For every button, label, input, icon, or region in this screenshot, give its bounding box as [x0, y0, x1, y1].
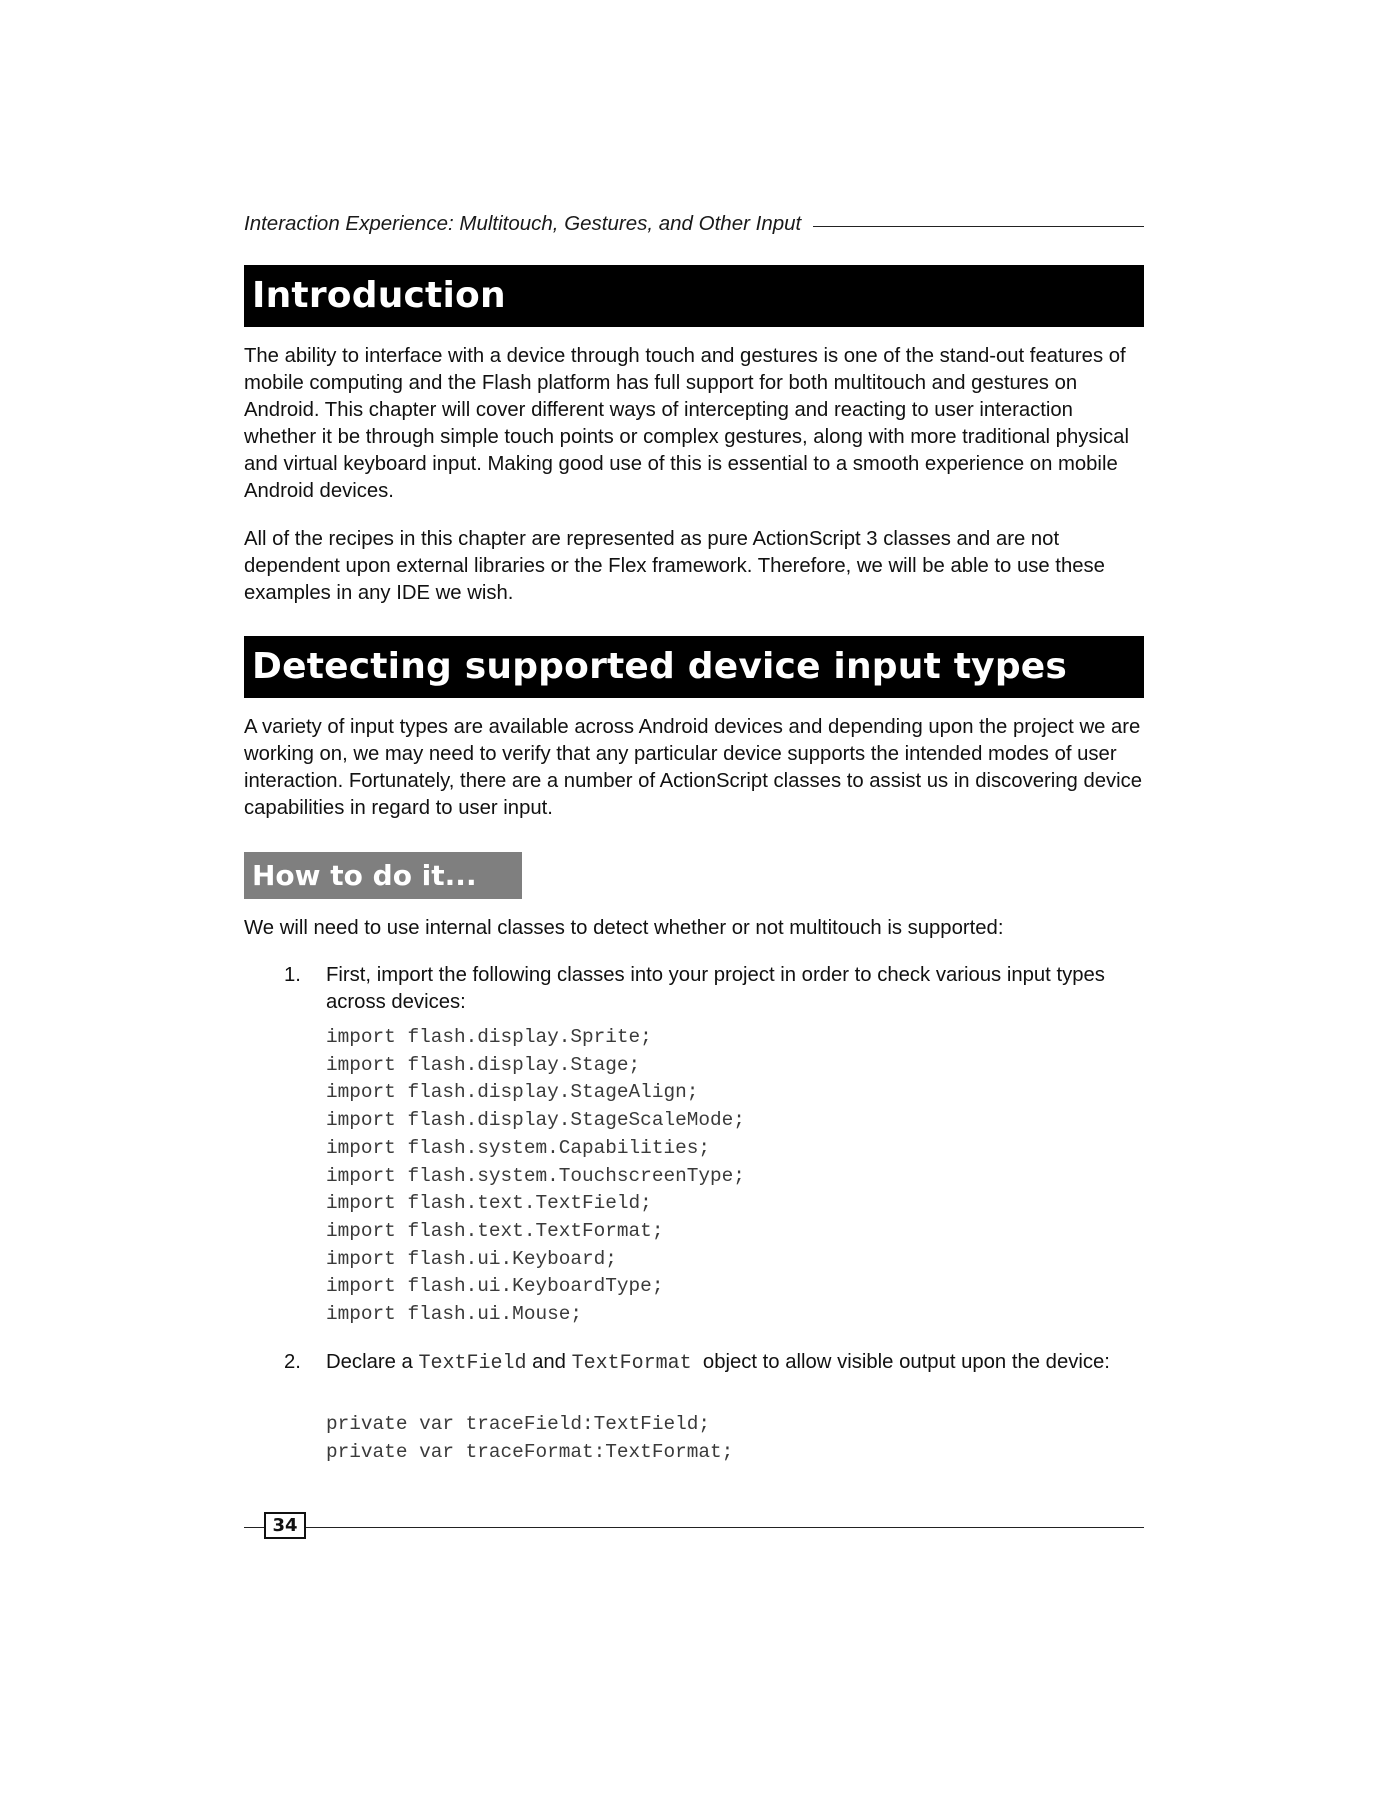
code-line: import flash.ui.Mouse;: [326, 1303, 582, 1326]
step-1: [284, 962, 1144, 1016]
introduction-heading: Introduction: [244, 265, 1144, 327]
code-line: import flash.display.Sprite;: [326, 1026, 652, 1048]
step-2-text-before: Declare a: [326, 1351, 413, 1373]
step-2-text-mid: and: [532, 1351, 566, 1373]
intro-paragraph-2: All of the recipes in this chapter are represented as pure ActionScript 3 classes and are not dependent upon external libraries or the Flex framework. Therefore, we will be able to use these examples in any IDE we wish.: [244, 528, 1105, 604]
code-line: import flash.ui.KeyboardType;: [326, 1275, 664, 1298]
step-1-text: First, import the following classes into your project in order to check various input types across devices:: [326, 964, 1105, 1013]
detecting-paragraph: A variety of input types are available across Android devices and depending upon the project we are working on, we may need to verify that any particular device supports the intended modes of user interaction. Fortunately, there are a number of ActionScript classes to assist us in discovering device capabilities in regard to user input.: [244, 716, 1143, 819]
code-line: import flash.display.Stage;: [326, 1053, 641, 1076]
running-header-title: Interaction Experience: Multitouch, Gestures, and Other Input: [244, 212, 802, 235]
code-line: import flash.system.Capabilities;: [326, 1136, 710, 1159]
book-page: [244, 0, 1144, 1800]
step-2-code-block: [326, 1411, 733, 1466]
inline-code-textformat: TextFormat: [571, 1352, 692, 1375]
how-to-intro-paragraph: We will need to use internal classes to detect whether or not multitouch is supported:: [244, 917, 1004, 939]
step-1-code-block: [326, 1024, 745, 1329]
code-line: import flash.system.TouchscreenType;: [326, 1164, 745, 1187]
footer-rule-right: [306, 1527, 1144, 1528]
step-2-text-after: object to allow visible output upon the device:: [702, 1351, 1110, 1373]
code-line: import flash.text.TextField;: [326, 1192, 652, 1215]
step-2-number: 2.: [284, 1351, 301, 1373]
step-2-text: [326, 1349, 1144, 1377]
inline-code-textfield: TextField: [418, 1352, 527, 1375]
code-line: import flash.display.StageAlign;: [326, 1081, 699, 1104]
step-2: [284, 1349, 1144, 1377]
page-footer: [244, 1512, 1144, 1542]
detecting-input-types-heading: Detecting supported device input types: [244, 636, 1144, 698]
intro-paragraph-1: The ability to interface with a device through touch and gestures is one of the stand-out features of mobile computing and the Flash platform has full support for both multitouch and gestures on Android. This chapter will cover different ways of intercepting and reacting to user interaction whether it be through simple touch points or complex gestures, along with more traditional physical and virtual keyboard input. Making good use of this is essential to a smooth experience on mobile Android devices.: [244, 345, 1129, 502]
header-rule: [813, 226, 1144, 227]
code-line: import flash.text.TextFormat;: [326, 1219, 664, 1242]
footer-rule-left: [244, 1527, 264, 1528]
how-to-do-it-heading: How to do it...: [244, 852, 522, 899]
running-header: [244, 212, 1144, 236]
page-number: 34: [264, 1512, 306, 1539]
code-line: private var traceField:TextField;: [326, 1413, 710, 1435]
step-1-number: 1.: [284, 964, 301, 986]
code-line: import flash.display.StageScaleMode;: [326, 1109, 745, 1132]
code-line: import flash.ui.Keyboard;: [326, 1247, 617, 1270]
code-line: private var traceFormat:TextFormat;: [326, 1440, 734, 1463]
